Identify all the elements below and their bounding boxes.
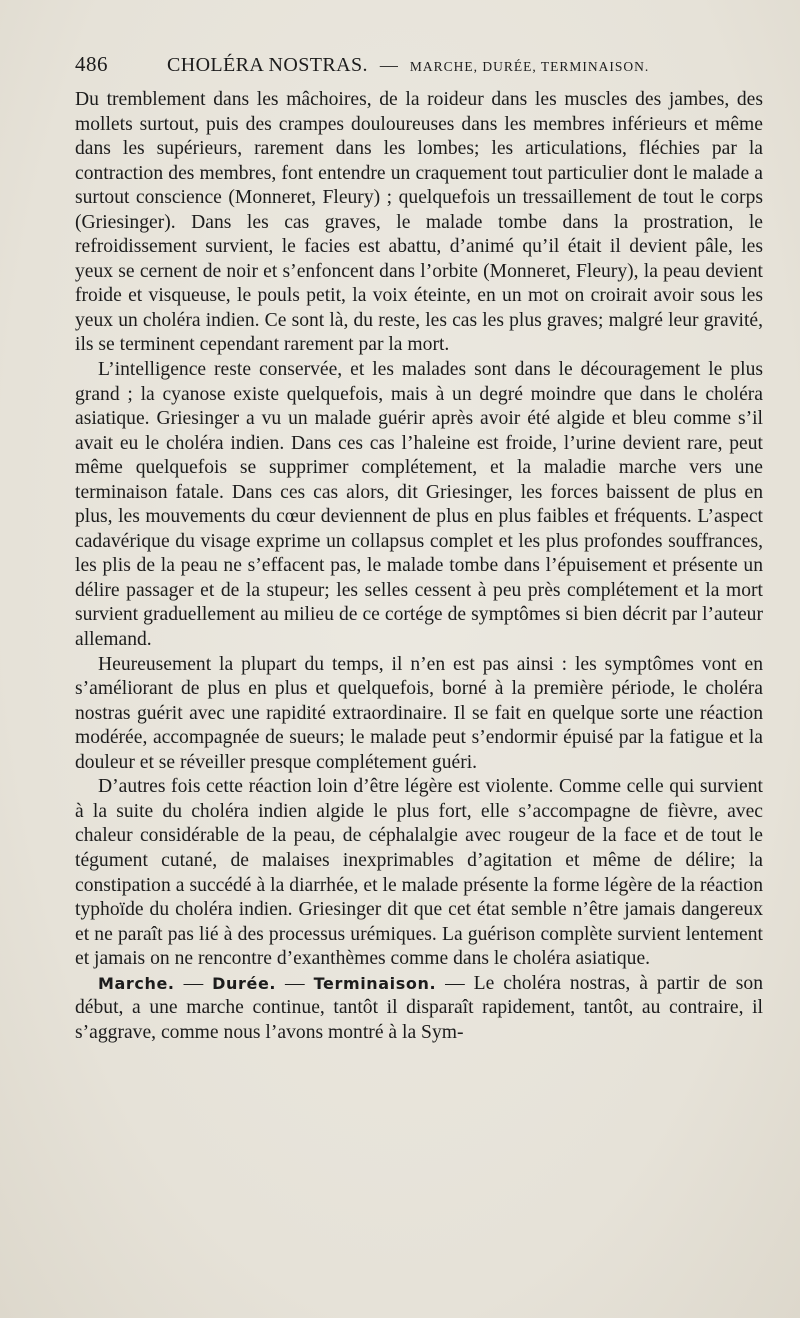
paragraph-1: Du tremblement dans les mâchoires, de la roideur dans les muscles des jambes, des mollets surtout, puis des crampes douloureuses dans les membres inférieurs et même dans les supérieurs, rarement dans les lombes; les articulations, fléchies par la contraction des membres, font entendre un craquement tout particulier dont le malade a surtout conscience (Monneret, Fleury) ; quelquefois un tressaillement de tout le corps (Griesinger). Dans les cas graves, le malade tombe dans la prostration, le refroidissement survient, le facies est abattu, d’animé qu’il était il devient pâle, les yeux se cernent de noir et s’enfoncent dans l’orbite (Monneret, Fleury), la peau devient froide et visqueuse, le pouls petit, la voix éteinte, en un mot on croirait avoir sous les yeux un choléra indien. Ce sont là, du reste, les cas les plus graves; malgré leur gravité, ils se terminent cependant rarement par la mort. [75,89,763,356]
running-head-title: CHOLÉRA NOSTRAS. [167,54,368,76]
section-paragraph [75,972,763,1046]
section-heading-terminaison: Terminaison. [313,973,437,993]
running-head-dash: — [379,55,398,75]
body-text [75,88,763,1045]
running-head-subtitle: MARCHE, DURÉE, TERMINAISON. [409,59,650,74]
paragraph-4: D’autres fois cette réaction loin d’être légère est violente. Comme celle qui survient à la suite du choléra indien algide le plus fort, elle s’accompagne de fièvre, avec chaleur considérable de la peau, de céphalalgie avec rougeur de la face et de tout le tégument cutané, de malaises inexprimables d’agitation et même de délire; la constipation a succédé à la diarrhée, et le malade présente la forme légère de la réaction typhoïde du choléra indien. Griesinger dit que cet état semble n’être jamais dangereux et ne paraît pas lié à des processus urémiques. La guérison complète survient lentement et jamais on ne rencontre d’exanthèmes comme dans le choléra asiatique. [75,776,763,970]
section-heading-marche: Marche. [98,973,175,993]
section-separator: — [436,972,474,994]
section-separator: — [276,972,314,994]
section-heading-duree: Durée. [212,973,277,993]
running-head [75,52,763,82]
paragraph-2: L’intelligence reste conservée, et les malades sont dans le découragement le plus grand ; la cyanose existe quelquefois, mais à un degré moindre que dans le choléra asiatique. Griesinger a vu un malade guérir après avoir été algide et bleu comme s’il avait eu le choléra indien. Dans ces cas l’haleine est froide, l’urine devient rare, peut même quelquefois se supprimer complétement, et la maladie marche vers une terminaison fatale. Dans ces cas alors, dit Griesinger, les forces baissent de plus en plus, les mouvements du cœur deviennent de plus en plus faibles et fréquents. L’aspect cadavérique du visage exprime un collapsus complet et les plus profondes souffrances, les plis de la peau ne s’effacent pas, le malade tombe dans l’épuisement et présente un délire passager et de la stupeur; les selles cessent à peu près complétement et la mort survient graduellement au milieu de ce cortége de symptômes si bien décrit par l’auteur allemand. [75,359,763,651]
page-number: 486 [75,52,108,76]
section-separator: — [174,972,213,994]
paragraph-3: Heureusement la plupart du temps, il n’en est pas ainsi : les symptômes vont en s’améliorant de plus en plus et quelquefois, borné à la première période, le choléra nostras guérit avec une rapidité extraordinaire. Il se fait en quelque sorte une réaction modérée, accompagnée de sueurs; le malade peut s’endormir épuisé par la fatigue et la douleur et se réveiller presque complétement guéri. [75,653,763,773]
section-text: Le choléra nostras, à partir de son début, a une marche continue, tantôt il disparaît rapidement, tantôt, au contraire, il s’aggrave, comme nous l’avons montré à la Sym- [75,972,763,1043]
